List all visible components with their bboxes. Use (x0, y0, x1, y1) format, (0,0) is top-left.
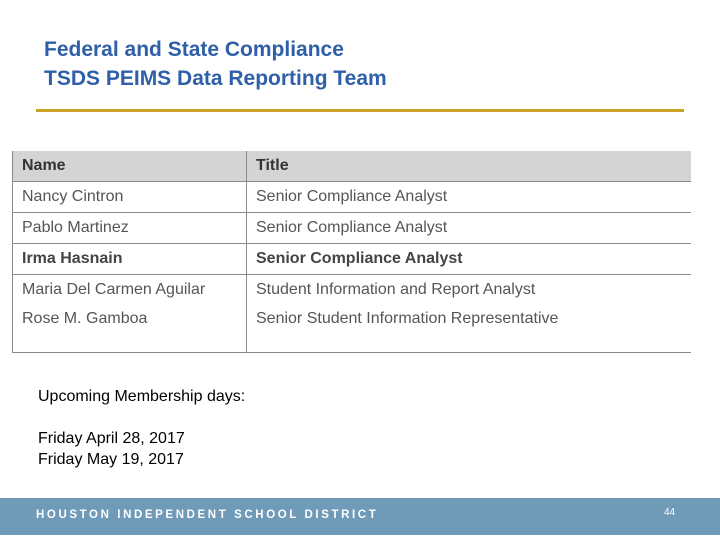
cell-title: Senior Compliance Analyst (247, 244, 692, 275)
cell-title: Senior Compliance Analyst (247, 213, 692, 244)
membership-date: Friday April 28, 2017 (38, 430, 185, 447)
cell-title: Student Information and Report Analyst (256, 281, 536, 298)
page-number: 44 (664, 507, 676, 518)
title-line-2: TSDS PEIMS Data Reporting Team (44, 67, 387, 90)
slide-title (44, 35, 387, 93)
table-row (13, 182, 692, 213)
cell-name: Rose M. Gamboa (13, 305, 247, 353)
membership-date: Friday May 19, 2017 (38, 451, 184, 468)
table-row (13, 244, 692, 275)
staff-table (12, 151, 691, 353)
footer-bar (0, 498, 720, 535)
title-line-1: Federal and State Compliance (44, 38, 344, 61)
column-header-name: Name (13, 151, 247, 182)
table-row (13, 275, 692, 306)
cell-name: Nancy Cintron (13, 182, 247, 213)
column-header-title: Title (247, 151, 692, 182)
membership-announcement (38, 386, 245, 470)
announcement-heading: Upcoming Membership days: (38, 388, 246, 405)
table-row (13, 213, 692, 244)
table-row (13, 305, 692, 353)
cell-name: Maria Del Carmen Aguilar (13, 275, 247, 306)
cell-title: Senior Student Information Representative (247, 305, 692, 353)
title-divider (36, 109, 684, 112)
footer-organization: HOUSTON INDEPENDENT SCHOOL DISTRICT (36, 509, 379, 521)
table-header-row (13, 151, 692, 182)
cell-title: Senior Compliance Analyst (247, 182, 692, 213)
cell-name: Irma Hasnain (13, 244, 247, 275)
cell-name: Pablo Martinez (13, 213, 247, 244)
